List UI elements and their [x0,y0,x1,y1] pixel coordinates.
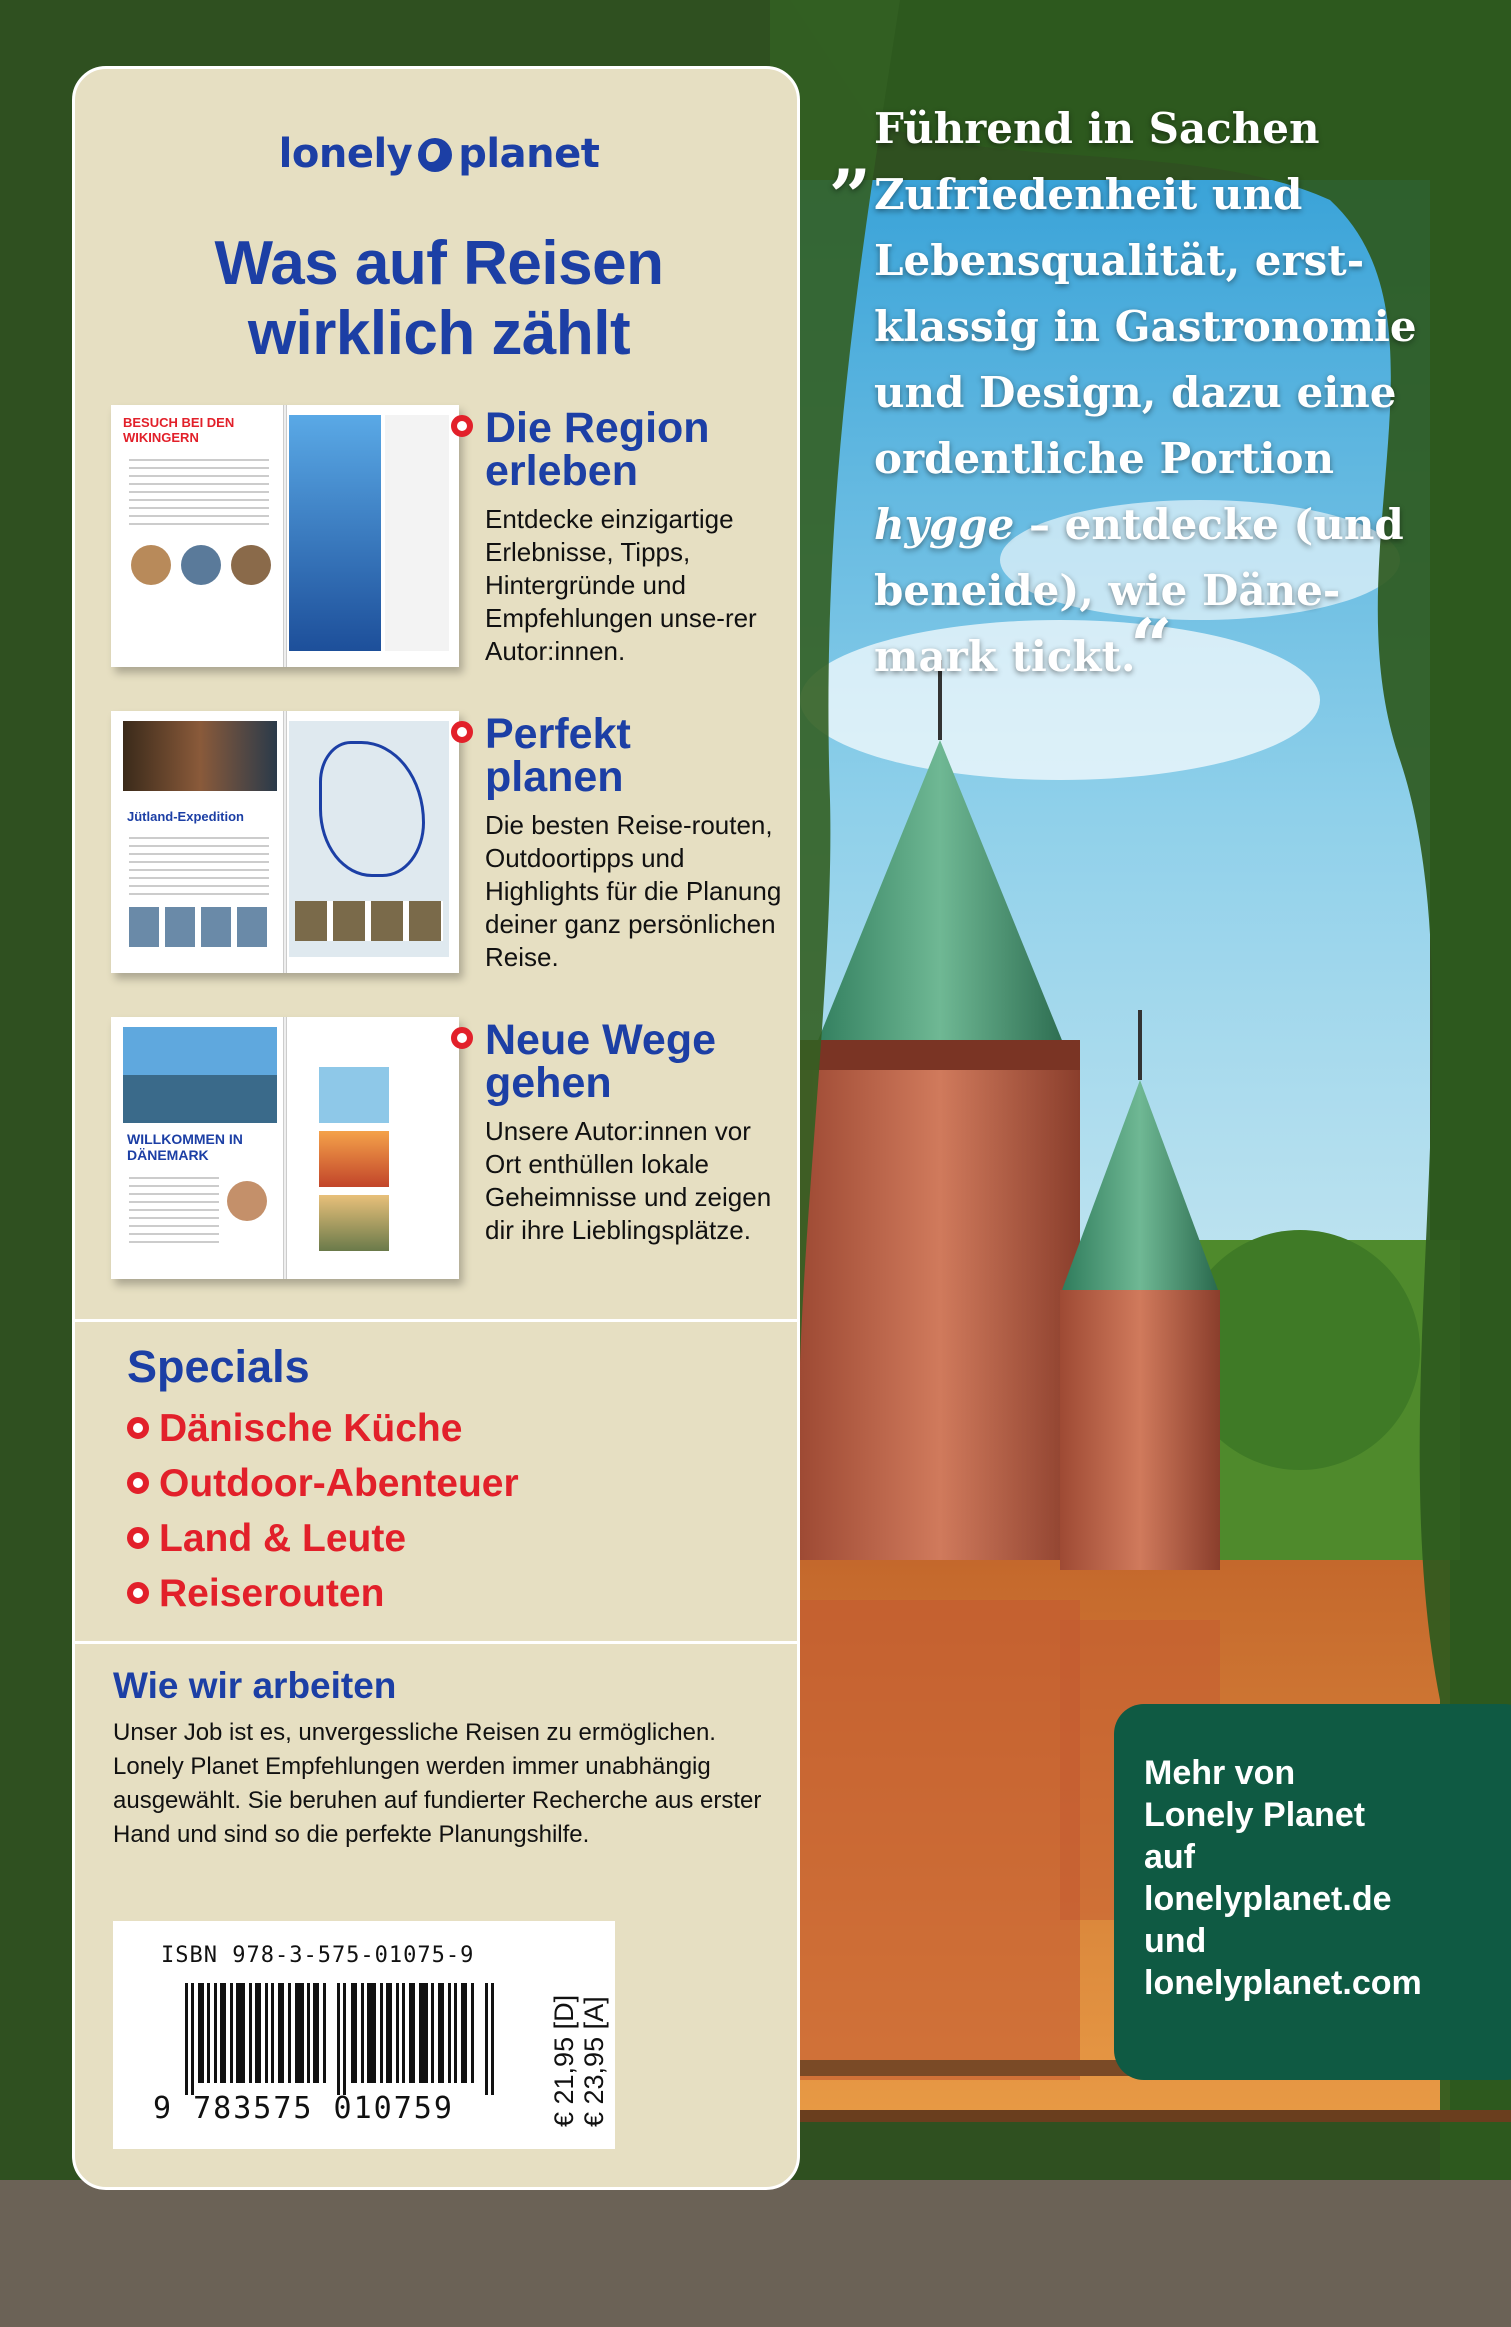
special-item [127,1462,519,1506]
feature-description: Unsere Autor:innen vor Ort enthüllen lokale Geheimnisse und zeigen dir ihre Lieblingsplätze. [485,1116,772,1245]
prices [549,1977,609,2127]
website-link-de[interactable]: lonelyplanet.de [1144,1880,1392,1918]
book-page-title: BESUCH BEI DEN WIKINGERN [123,415,235,445]
brand-name-right: planet [458,131,600,177]
feature-title-line-2: erleben [485,447,638,495]
feature-title-line-1: Die Region [485,404,710,452]
book-photo [123,1027,277,1123]
book-left-page [123,415,277,651]
feature-new-paths [75,1017,800,1307]
book-page-title: Jütland-Expedition [127,809,244,824]
special-item [127,1407,462,1451]
feature-planning [75,711,800,1001]
book-text-block [129,459,269,529]
bullet-icon [451,415,473,437]
barcode-box [113,1921,615,2149]
quote [874,96,1434,690]
book-photo-strip [129,907,269,947]
barcode [185,1983,515,2095]
more-line: und [1144,1922,1207,1960]
specials-title: Specials [127,1341,310,1392]
feature-title-line-1: Neue Wege [485,1016,716,1064]
special-item-label: Reiserouten [159,1572,385,1615]
how-we-work-title: Wie wir arbeiten [113,1665,397,1706]
book-right-page [289,1027,449,1263]
feature-title [485,1016,795,1107]
bullet-icon [127,1527,149,1549]
price-de: € 21,95 [D] [549,1994,579,2127]
feature-title [485,404,795,495]
quote-text: Führend in Sachen Zufriedenheit und Lebensqualität, erst-klassig in Gastronomie und Design, dazu eine ordentliche Portion [874,104,1417,483]
feature-title-line-2: planen [485,753,624,801]
feature-title-line-2: gehen [485,1059,612,1107]
brand-logo [75,131,800,177]
special-item [127,1572,384,1616]
close-quote-icon: “ [1130,604,1173,690]
brand-name-left: lonely [278,131,413,177]
book-text-block [129,837,269,897]
book-photo [319,1067,389,1123]
barcode-digits: 9 783575 010759 [153,2091,454,2126]
headline-line-2: wirklich zählt [247,299,631,368]
feature-region [75,405,800,695]
book-photo [131,545,171,585]
headline-line-1: Was auf Reisen [214,229,664,298]
isbn: ISBN 978-3-575-01075-9 [161,1943,475,1968]
book-left-page [123,1027,277,1263]
map-route-icon [319,741,425,877]
how-we-work-text: Unser Job ist es, unvergessliche Reisen zu ermöglichen. Lonely Planet Empfehlungen werden immer unabhängig ausgewählt. Sie beruhen auf fundierter Recherche aus erster Hand und sind so die perfekte Planungshilfe. [113,1719,762,1848]
book-right-text [385,415,449,651]
bullet-icon [127,1417,149,1439]
bullet-icon [451,1027,473,1049]
book-spine [283,1017,287,1279]
book-photo [181,545,221,585]
section-divider [75,1641,800,1644]
book-photo [289,415,381,651]
special-item [127,1517,406,1561]
more-line: Mehr von [1144,1754,1296,1792]
book-spread-preview [111,711,459,973]
book-map [289,721,449,957]
special-item-label: Outdoor-Abenteuer [159,1462,519,1505]
book-page-title: WILLKOMMEN IN DÄNEMARK [127,1131,243,1163]
book-photo [231,545,271,585]
price-at: € 23,95 [A] [579,1996,609,2127]
feature-description: Die besten Reise-routen, Outdoortipps und Highlights für die Planung deiner ganz persönlichen Reise. [485,810,782,972]
book-spine [283,711,287,973]
bullet-icon [127,1472,149,1494]
headline [75,229,800,369]
more-line: auf [1144,1838,1195,1876]
open-quote-icon: „ [830,112,873,198]
feature-title [485,710,795,801]
more-info-box [1114,1704,1511,2080]
book-photo [319,1195,389,1251]
book-photo [319,1131,389,1187]
book-left-page [123,721,277,957]
more-line: Lonely Planet [1144,1796,1366,1834]
feature-description: Entdecke einzigartige Erlebnisse, Tipps, Hintergründe und Empfehlungen unse-rer Autor:innen. [485,504,757,666]
bullet-icon [127,1582,149,1604]
quote-text-end: – entdecke (und beneide), wie Däne-mark tickt. [874,500,1404,681]
info-panel [72,66,800,2190]
book-text-block [129,1177,219,1247]
feature-title-line-1: Perfekt [485,710,631,758]
book-spread-preview [111,405,459,667]
special-item-label: Land & Leute [159,1517,407,1560]
special-item-label: Dänische Küche [159,1407,463,1450]
website-link-com[interactable]: lonelyplanet.com [1144,1964,1422,2002]
globe-icon [418,138,452,172]
bullet-icon [451,721,473,743]
author-avatar [227,1181,267,1221]
book-photo-strip [295,901,443,941]
book-photo [123,721,277,791]
section-divider [75,1319,800,1322]
quote-emphasis: hygge [874,500,1015,549]
book-spine [283,405,287,667]
book-spread-preview [111,1017,459,1279]
